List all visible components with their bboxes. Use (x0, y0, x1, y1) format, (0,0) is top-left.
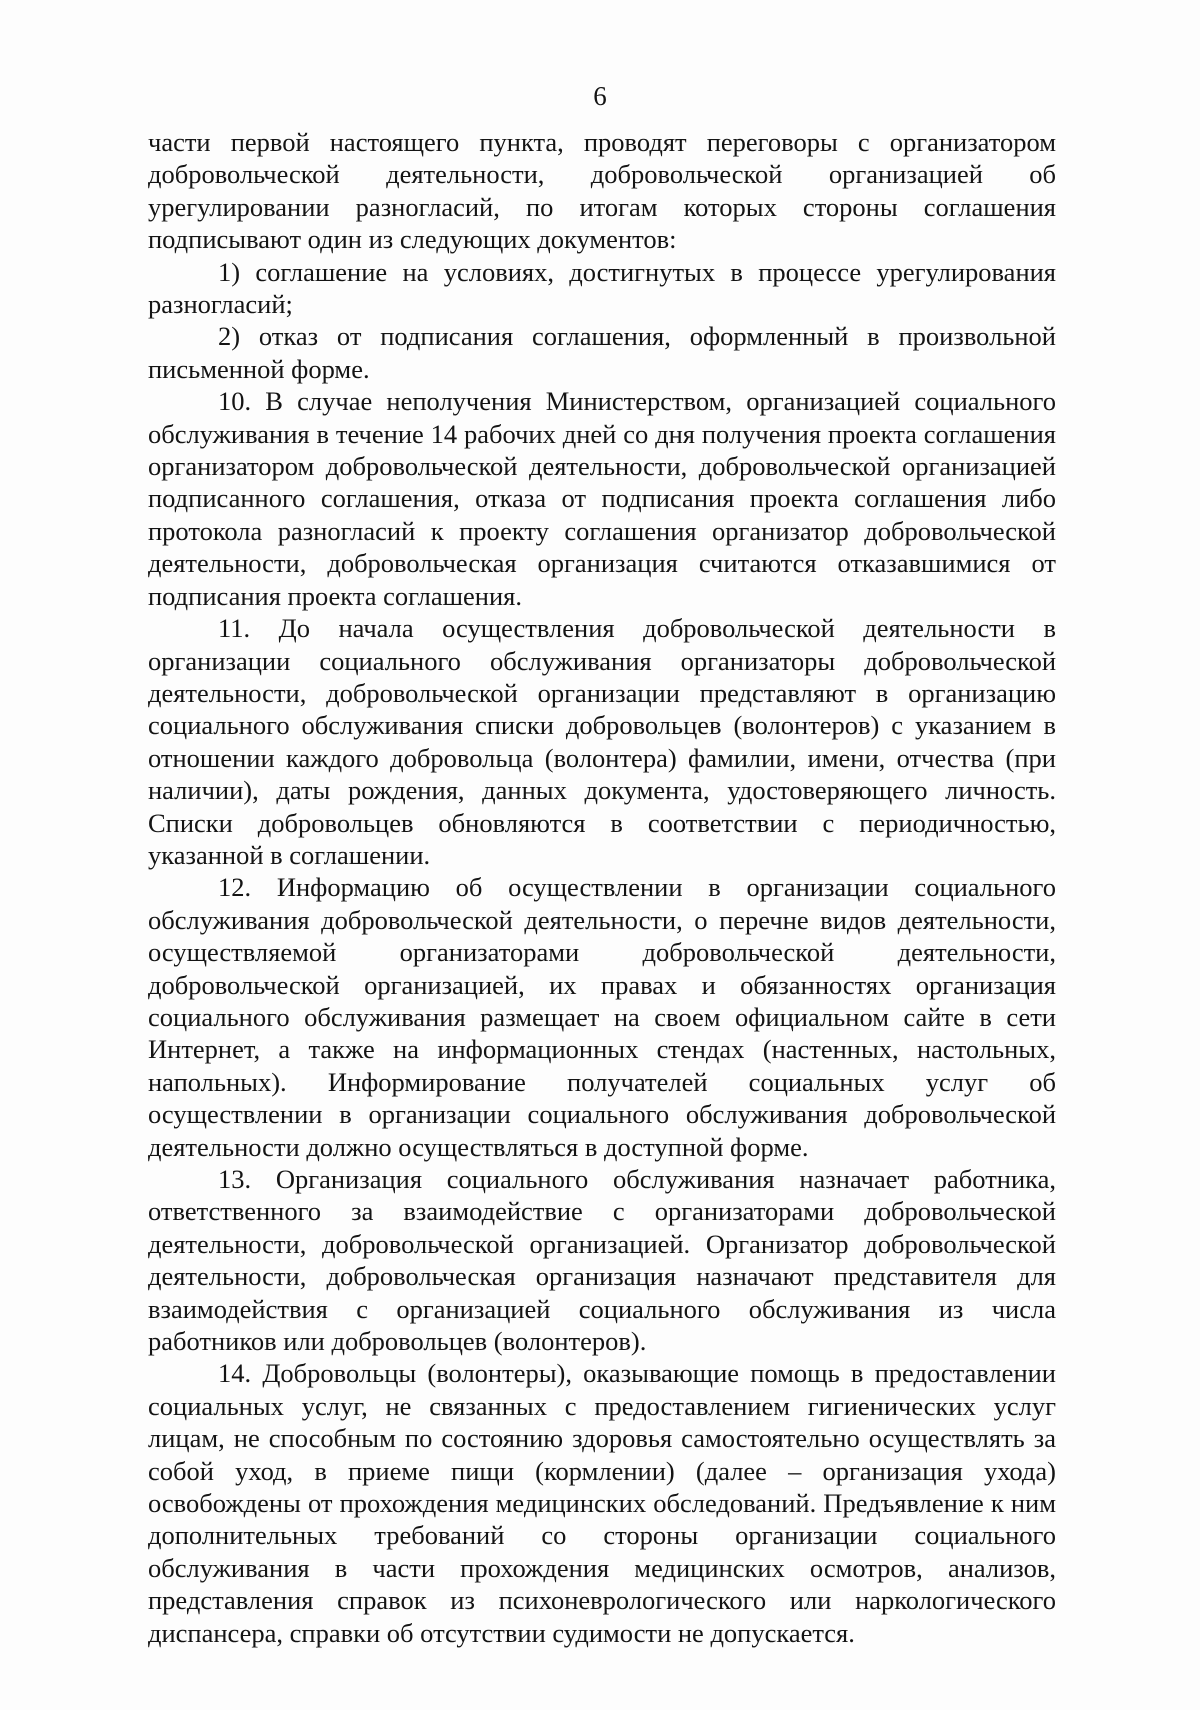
paragraph-continuation: части первой настоящего пункта, проводят переговоры с организатором добровольческой деятельности, добровольческой организацией об урегулировании разногласий, по итогам которых стороны соглашения подписывают один из следующих документов: (148, 127, 1056, 255)
paragraph-12: 12. Информацию об осуществлении в организации социального обслуживания добровольческой деятельности, о перечне видов деятельности, осуществляемой организаторами добровольческой деятельности, добровольческой организацией, их правах и обязанностях организация социального обслуживания размещает на своем официальном сайте в сети Интернет, а также на информационных стендах (настенных, настольных, напольных). Информирование получателей социальных услуг об осуществлении в организации социального обслуживания добровольческой деятельности должно осуществляться в доступной форме. (148, 872, 1056, 1162)
paragraph-10: 10. В случае неполучения Министерством, организацией социального обслуживания в течение 14 рабочих дней со дня получения проекта соглашения организатором добровольческой деятельности, добровольческой организацией подписанного соглашения, отказа от подписания проекта соглашения либо протокола разногласий к проекту соглашения организатор добровольческой деятельности, добровольческая организация считаются отказавшимися от подписания проекта соглашения. (148, 386, 1056, 611)
paragraph-14: 14. Добровольцы (волонтеры), оказывающие помощь в предоставлении социальных услуг, не связанных с предоставлением гигиенических услуг лицам, не способным по состоянию здоровья самостоятельно осуществлять за собой уход, в приеме пищи (кормлении) (далее – организация ухода) освобождены от прохождения медицинских обследований. Предъявление к ним дополнительных требований со стороны организации социального обслуживания в части прохождения медицинских осмотров, анализов, представления справок из психоневрологического или наркологического диспансера, справки об отсутствии судимости не допускается. (148, 1358, 1056, 1648)
paragraph-11: 11. До начала осуществления добровольческой деятельности в организации социального обслуживания организаторы добровольческой деятельности, добровольческой организации представляют в организацию социального обслуживания списки добровольцев (волонтеров) с указанием в отношении каждого добровольца (волонтера) фамилии, имени, отчества (при наличии), даты рождения, данных документа, удостоверяющего личность. Списки добровольцев обновляются в соответствии с периодичностью, указанной в соглашении. (148, 613, 1056, 870)
paragraph-item-2: 2) отказ от подписания соглашения, оформленный в произвольной письменной форме. (148, 321, 1056, 384)
paragraph-13: 13. Организация социального обслуживания назначает работника, ответственного за взаимодействие с организаторами добровольческой деятельности, добровольческой организацией. Организатор добровольческой деятельности, добровольческая организация назначают представителя для взаимодействия с организацией социального обслуживания из числа работников или добровольцев (волонтеров). (148, 1164, 1056, 1357)
document-body (148, 126, 1056, 1649)
page-number: 6 (593, 81, 607, 111)
paragraph-item-1: 1) соглашение на условиях, достигнутых в процессе урегулирования разногласий; (148, 256, 1056, 320)
